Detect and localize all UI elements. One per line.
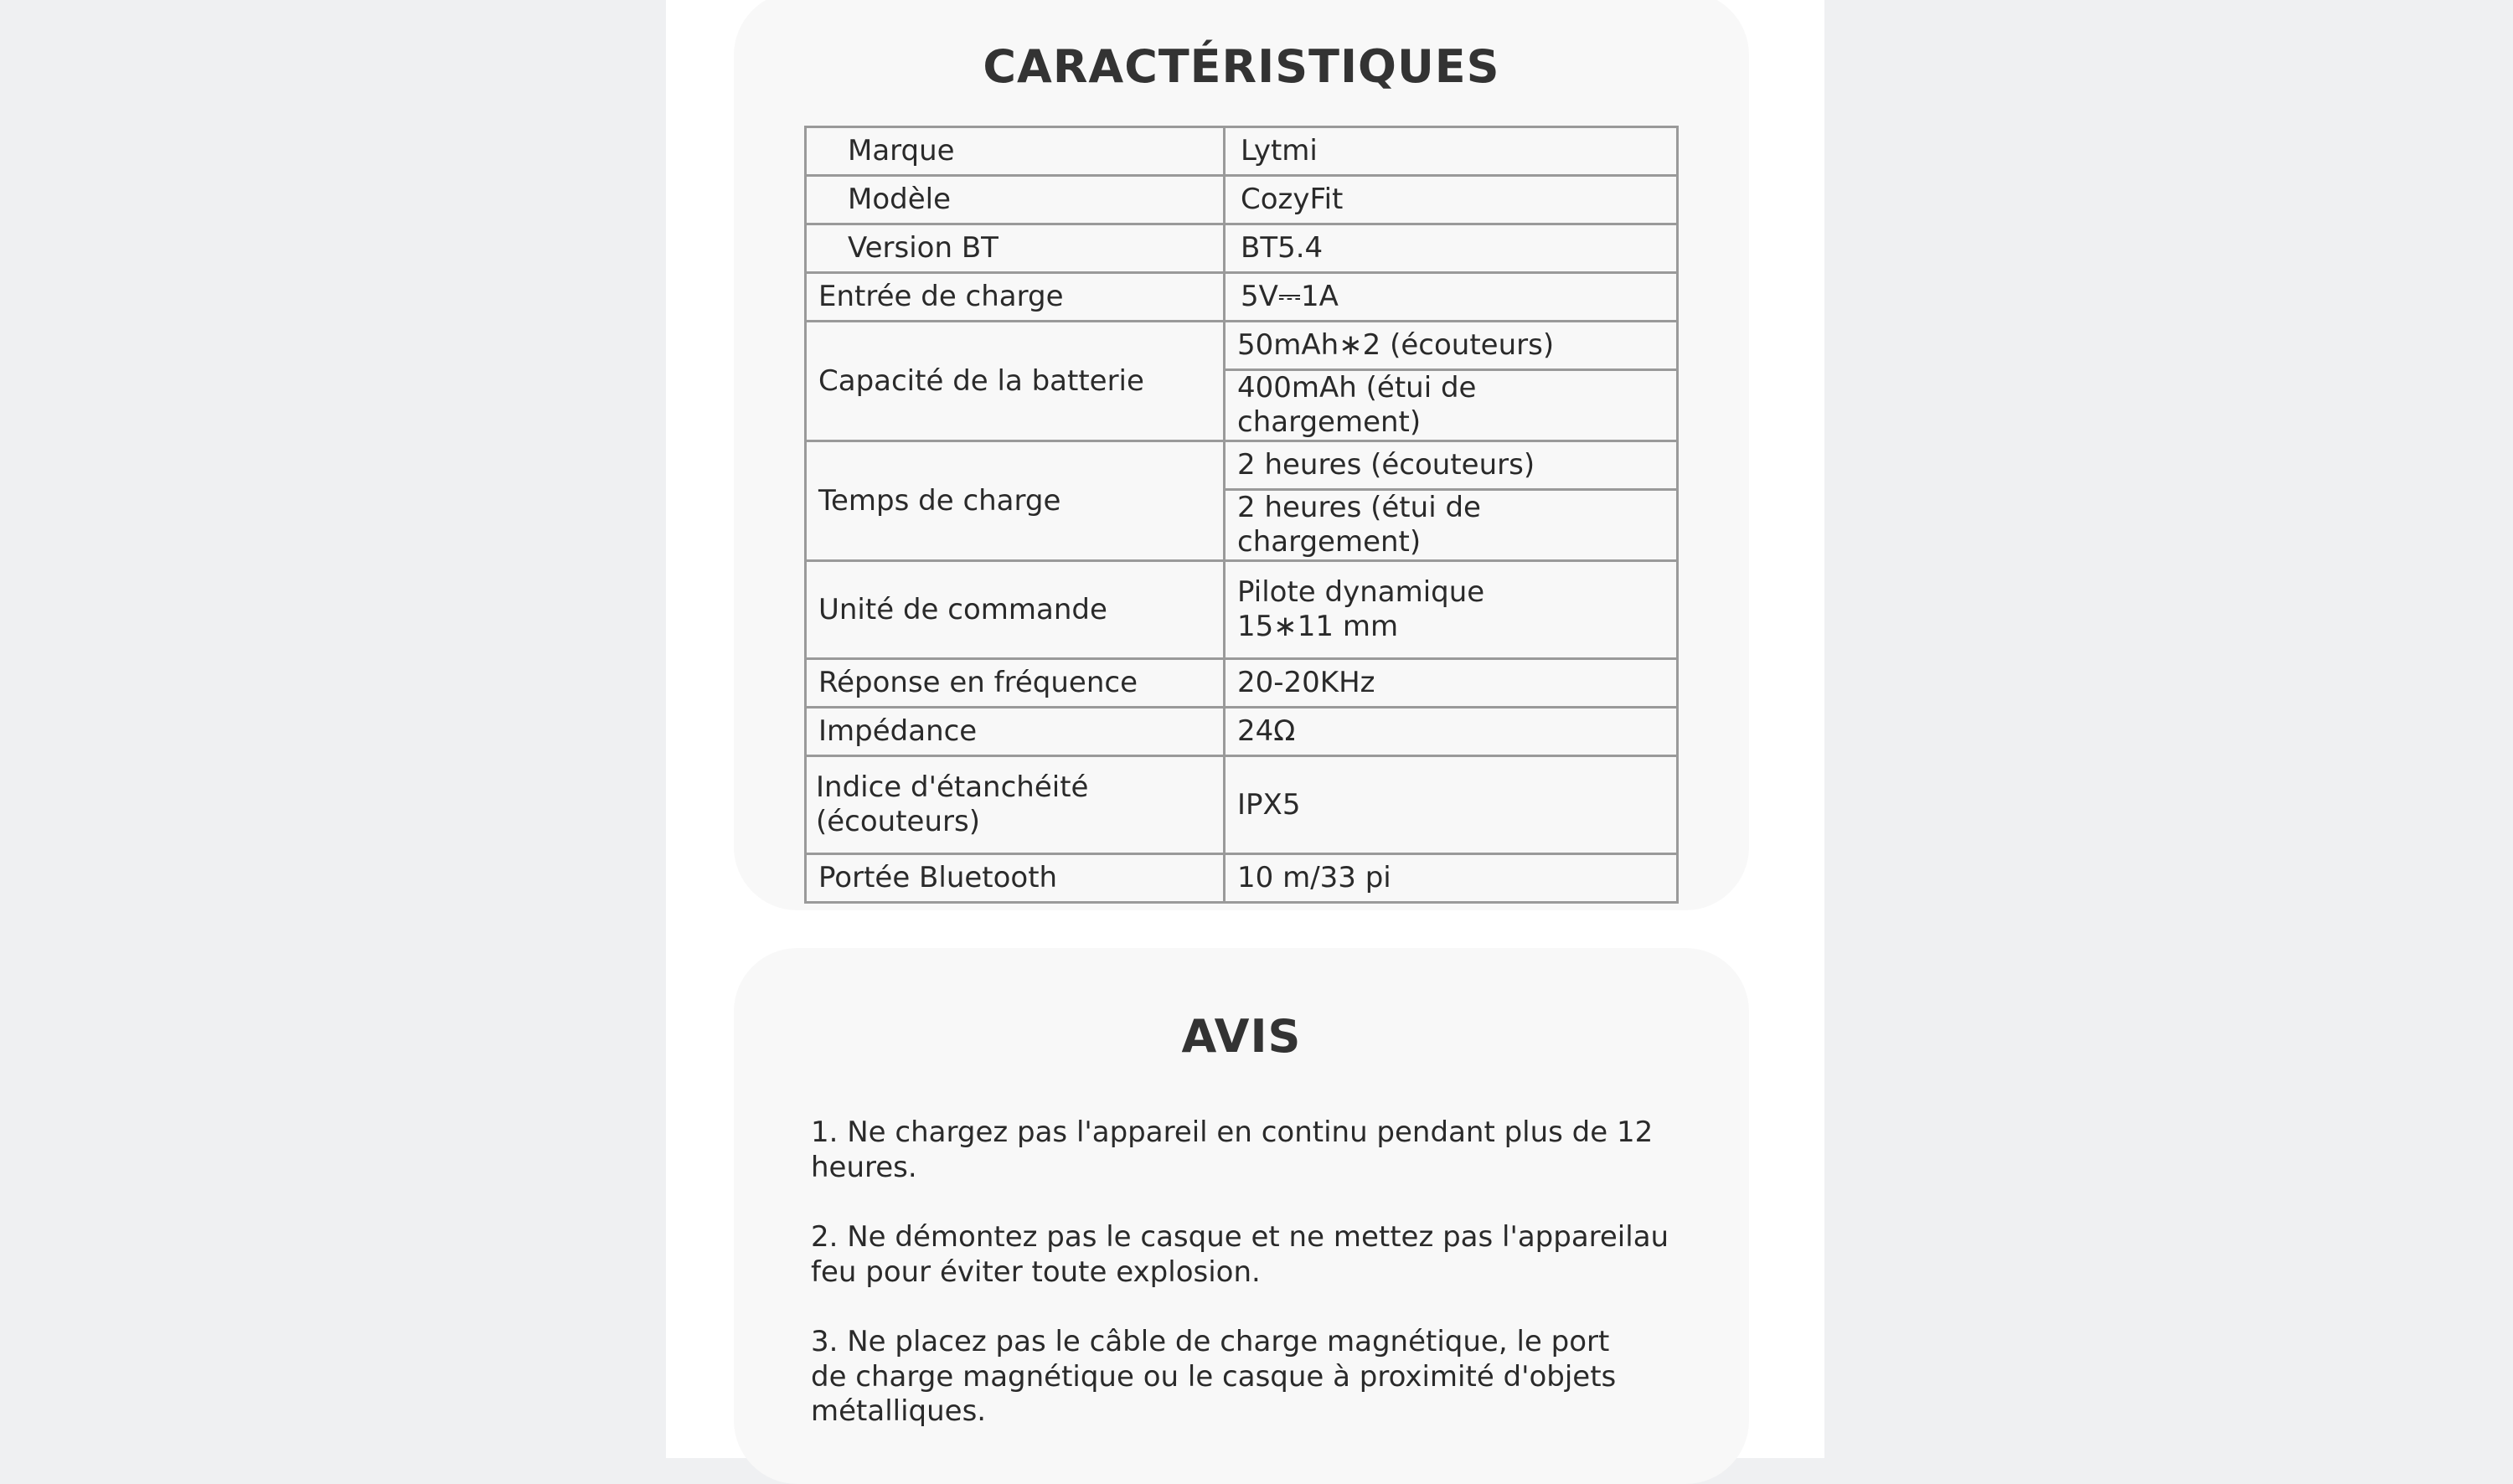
spec-row-frequency-response: [806, 659, 1678, 708]
spec-value: BT5.4: [1225, 224, 1678, 273]
spec-key: Marque: [806, 127, 1225, 176]
spec-row-charging-time: [806, 441, 1678, 490]
notice-item: 2. Ne démontez pas le casque et ne mettez pas l'appareilau feu pour éviter toute explosion.: [811, 1220, 1669, 1289]
spec-value: Lytmi: [1225, 127, 1678, 176]
specifications-table: [804, 126, 1679, 904]
specifications-title: CARACTÉRISTIQUES: [983, 40, 1500, 93]
spec-key: Indice d'étanchéité (écouteurs): [806, 756, 1225, 854]
notice-item: 3. Ne placez pas le câble de charge magnétique, le port de charge magnétique ou le casque à proximité d'objets métalliques.: [811, 1325, 1617, 1428]
spec-value: 2 heures (étui de chargement): [1225, 490, 1678, 561]
spec-row-bt-version: [806, 224, 1678, 273]
spec-value: 400mAh (étui de chargement): [1225, 370, 1678, 441]
spec-key: Unité de commande: [806, 561, 1225, 659]
spec-row-battery-capacity: [806, 322, 1678, 370]
spec-row-charging-input: [806, 273, 1678, 322]
page-content: [666, 0, 1824, 1458]
spec-value: 50mAh∗2 (écouteurs): [1225, 322, 1678, 370]
spec-key: Impédance: [806, 708, 1225, 756]
spec-row-waterproof-rating: [806, 756, 1678, 854]
spec-key: Temps de charge: [806, 441, 1225, 561]
spec-value: 5V⎓1A: [1225, 273, 1678, 322]
notice-item: 1. Ne chargez pas l'appareil en continu pendant plus de 12 heures.: [811, 1116, 1654, 1184]
notice-card: [734, 948, 1749, 1484]
spec-value: 24Ω: [1225, 708, 1678, 756]
spec-value: CozyFit: [1225, 176, 1678, 224]
spec-key: Entrée de charge: [806, 273, 1225, 322]
spec-value: 20-20KHz: [1225, 659, 1678, 708]
spec-key: Réponse en fréquence: [806, 659, 1225, 708]
spec-value: Pilote dynamique 15∗11 mm: [1225, 561, 1678, 659]
spec-key: Version BT: [806, 224, 1225, 273]
spec-row-driver-unit: [806, 561, 1678, 659]
spec-row-model: [806, 176, 1678, 224]
spec-key: Capacité de la batterie: [806, 322, 1225, 441]
spec-row-bluetooth-range: [806, 854, 1678, 903]
spec-row-brand: [806, 127, 1678, 176]
notice-list: [811, 1116, 1682, 1465]
spec-key: Modèle: [806, 176, 1225, 224]
specifications-card: [734, 0, 1749, 910]
spec-value: 10 m/33 pi: [1225, 854, 1678, 903]
spec-row-impedance: [806, 708, 1678, 756]
spec-value: IPX5: [1225, 756, 1678, 854]
notice-title: AVIS: [1181, 1010, 1302, 1063]
spec-key: Portée Bluetooth: [806, 854, 1225, 903]
spec-value: 2 heures (écouteurs): [1225, 441, 1678, 490]
